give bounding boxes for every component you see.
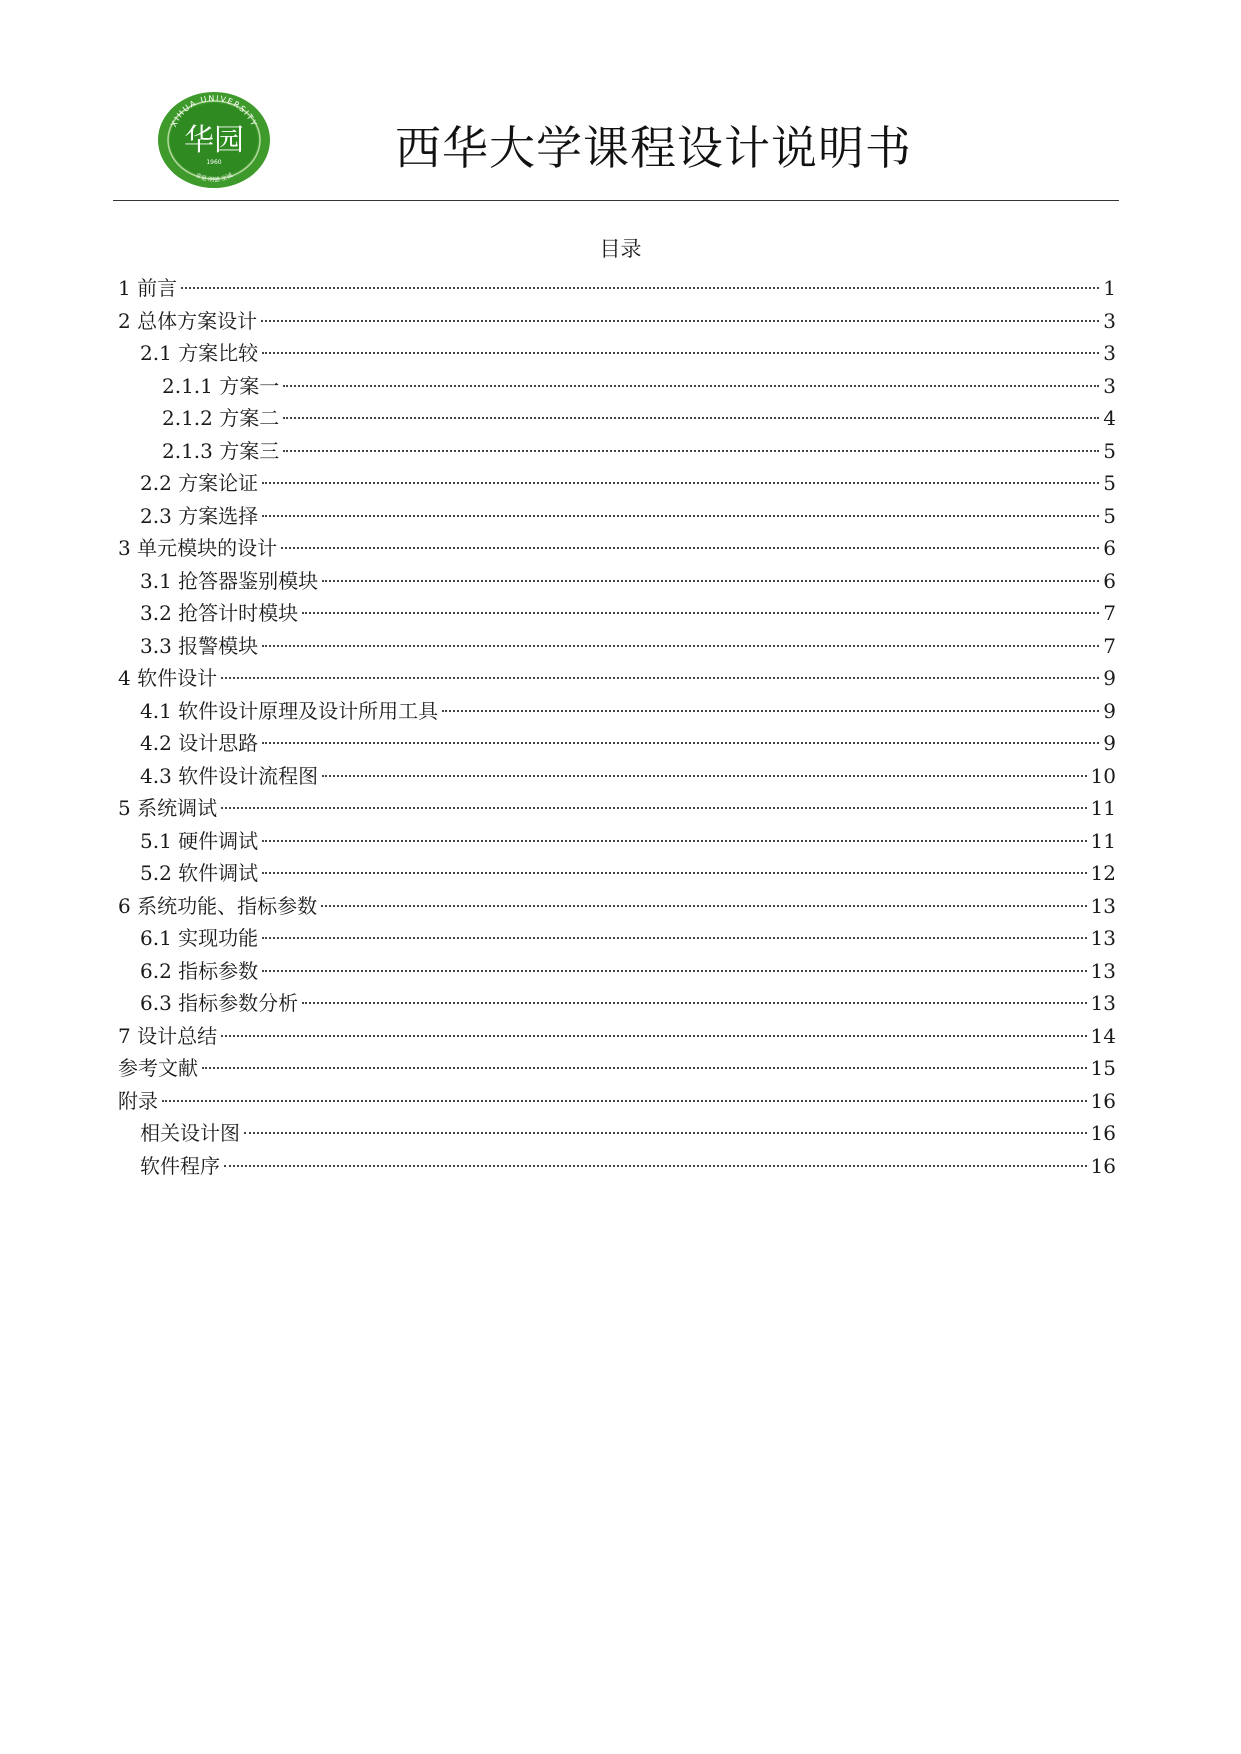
toc-entry-page-number: 4 [1103, 406, 1116, 430]
toc-entry-label: 附录 [118, 1088, 158, 1113]
toc-dot-leader [262, 482, 1099, 484]
table-of-contents [118, 272, 1116, 1182]
toc-dot-leader [283, 385, 1099, 387]
toc-entry[interactable] [118, 1085, 1116, 1118]
toc-entry[interactable] [118, 305, 1116, 338]
toc-entry[interactable] [118, 1117, 1116, 1150]
toc-entry-label: 2.1 方案比较 [140, 341, 259, 365]
toc-entry[interactable] [118, 1150, 1116, 1183]
toc-entry-page-number: 9 [1103, 666, 1116, 690]
toc-entry-page-number: 11 [1090, 828, 1116, 853]
toc-entry-label: 7 设计总结 [118, 1023, 218, 1048]
toc-dot-leader [321, 905, 1086, 907]
toc-dot-leader [262, 742, 1099, 744]
toc-entry-label: 4.1 软件设计原理及设计所用工具 [140, 698, 439, 723]
toc-entry[interactable] [118, 922, 1116, 955]
toc-entry[interactable] [118, 565, 1116, 598]
toc-dot-leader [262, 970, 1086, 972]
toc-dot-leader [281, 547, 1099, 549]
seal-center-text: 华园 [184, 123, 244, 158]
toc-entry[interactable] [118, 1052, 1116, 1085]
toc-entry-page-number: 11 [1090, 796, 1116, 820]
toc-dot-leader [221, 677, 1099, 679]
toc-entry-label: 6.2 指标参数 [140, 958, 259, 983]
toc-entry-label: 5 系统调试 [118, 796, 218, 820]
toc-entry-page-number: 14 [1090, 1023, 1116, 1048]
toc-dot-leader [244, 1132, 1087, 1134]
toc-entry-label: 3.3 报警模块 [140, 633, 259, 658]
toc-entry-label: 6.1 实现功能 [140, 926, 259, 950]
toc-dot-leader [262, 645, 1099, 647]
toc-entry-label: 5.1 硬件调试 [140, 828, 259, 853]
toc-entry-label: 2.2 方案论证 [140, 471, 259, 495]
toc-entry-label: 相关设计图 [140, 1121, 240, 1145]
toc-entry[interactable] [118, 955, 1116, 988]
toc-entry-page-number: 9 [1103, 698, 1116, 723]
toc-entry[interactable] [118, 435, 1116, 468]
toc-entry-page-number: 16 [1090, 1153, 1116, 1178]
toc-entry[interactable] [118, 857, 1116, 890]
toc-entry-label: 2.1.3 方案三 [162, 438, 280, 463]
toc-entry[interactable] [118, 402, 1116, 435]
toc-entry[interactable] [118, 890, 1116, 923]
toc-dot-leader [302, 612, 1099, 614]
toc-entry-page-number: 6 [1103, 568, 1116, 593]
toc-dot-leader [262, 515, 1099, 517]
toc-entry-page-number: 3 [1103, 308, 1116, 333]
toc-dot-leader [283, 417, 1099, 419]
toc-entry-page-number: 10 [1090, 763, 1116, 788]
toc-entry-page-number: 16 [1090, 1088, 1116, 1113]
toc-entry[interactable] [118, 597, 1116, 630]
toc-entry-page-number: 5 [1103, 503, 1116, 528]
toc-dot-leader [262, 937, 1086, 939]
toc-entry-label: 6 系统功能、指标参数 [118, 893, 318, 918]
toc-entry[interactable] [118, 500, 1116, 533]
toc-entry-page-number: 9 [1103, 731, 1116, 755]
toc-entry-label: 5.2 软件调试 [140, 861, 259, 885]
toc-entry[interactable] [118, 760, 1116, 793]
toc-entry-page-number: 5 [1103, 471, 1116, 495]
toc-dot-leader [261, 320, 1099, 322]
toc-entry-page-number: 13 [1090, 926, 1116, 950]
document-title: 西华大学课程设计说明书 [395, 121, 912, 175]
toc-entry-label: 4 软件设计 [118, 666, 218, 690]
toc-dot-leader [302, 1002, 1086, 1004]
toc-entry-label: 1 前言 [118, 276, 178, 300]
toc-dot-leader [162, 1100, 1087, 1102]
toc-dot-leader [181, 287, 1099, 289]
toc-entry-label: 3.2 抢答计时模块 [140, 601, 299, 625]
toc-entry-label: 2.1.2 方案二 [162, 406, 280, 430]
header-divider [113, 200, 1119, 201]
toc-entry[interactable] [118, 987, 1116, 1020]
toc-entry-label: 软件程序 [140, 1153, 220, 1178]
toc-entry[interactable] [118, 825, 1116, 858]
toc-entry[interactable] [118, 337, 1116, 370]
toc-entry-page-number: 12 [1090, 861, 1116, 885]
toc-entry-page-number: 13 [1090, 893, 1116, 918]
toc-entry-label: 2 总体方案设计 [118, 308, 258, 333]
toc-entry[interactable] [118, 467, 1116, 500]
toc-entry-page-number: 5 [1103, 438, 1116, 463]
seal-arc-text: XIHUA UNIVERSITY [169, 93, 259, 129]
toc-dot-leader [224, 1165, 1087, 1167]
toc-dot-leader [442, 710, 1099, 712]
toc-dot-leader [322, 580, 1099, 582]
toc-dot-leader [262, 352, 1099, 354]
toc-dot-leader [262, 840, 1086, 842]
toc-entry-page-number: 13 [1090, 991, 1116, 1015]
toc-entry[interactable] [118, 727, 1116, 760]
toc-entry-page-number: 13 [1090, 958, 1116, 983]
toc-dot-leader [221, 1035, 1086, 1037]
toc-dot-leader [262, 872, 1086, 874]
seal-bottom-text: 求是 明德 至诚 [194, 171, 234, 184]
toc-entry[interactable] [118, 662, 1116, 695]
xihua-university-seal-icon [155, 90, 273, 190]
toc-entry-label: 4.3 软件设计流程图 [140, 763, 319, 788]
toc-entry-page-number: 1 [1103, 276, 1116, 300]
toc-entry-label: 6.3 指标参数分析 [140, 991, 299, 1015]
toc-entry-page-number: 7 [1103, 601, 1116, 625]
toc-entry[interactable] [118, 792, 1116, 825]
toc-entry[interactable] [118, 370, 1116, 403]
toc-entry[interactable] [118, 272, 1116, 305]
toc-entry-page-number: 3 [1103, 341, 1116, 365]
toc-entry[interactable] [118, 1020, 1116, 1053]
toc-entry-label: 2.3 方案选择 [140, 503, 259, 528]
toc-dot-leader [221, 807, 1086, 809]
toc-dot-leader [322, 775, 1086, 777]
toc-entry-page-number: 6 [1103, 536, 1116, 560]
toc-entry-page-number: 7 [1103, 633, 1116, 658]
seal-year: 1960 [206, 159, 222, 166]
toc-entry-label: 2.1.1 方案一 [162, 373, 280, 398]
toc-entry-label: 参考文献 [118, 1056, 198, 1080]
toc-dot-leader [202, 1067, 1087, 1069]
toc-dot-leader [283, 450, 1099, 452]
toc-heading: 目录 [599, 237, 642, 261]
toc-entry-label: 3.1 抢答器鉴别模块 [140, 568, 319, 593]
toc-entry[interactable] [118, 695, 1116, 728]
toc-entry[interactable] [118, 532, 1116, 565]
toc-entry-page-number: 16 [1090, 1121, 1116, 1145]
toc-entry-label: 4.2 设计思路 [140, 731, 259, 755]
toc-entry-page-number: 3 [1103, 373, 1116, 398]
toc-entry-page-number: 15 [1090, 1056, 1116, 1080]
toc-entry[interactable] [118, 630, 1116, 663]
toc-entry-label: 3 单元模块的设计 [118, 536, 278, 560]
